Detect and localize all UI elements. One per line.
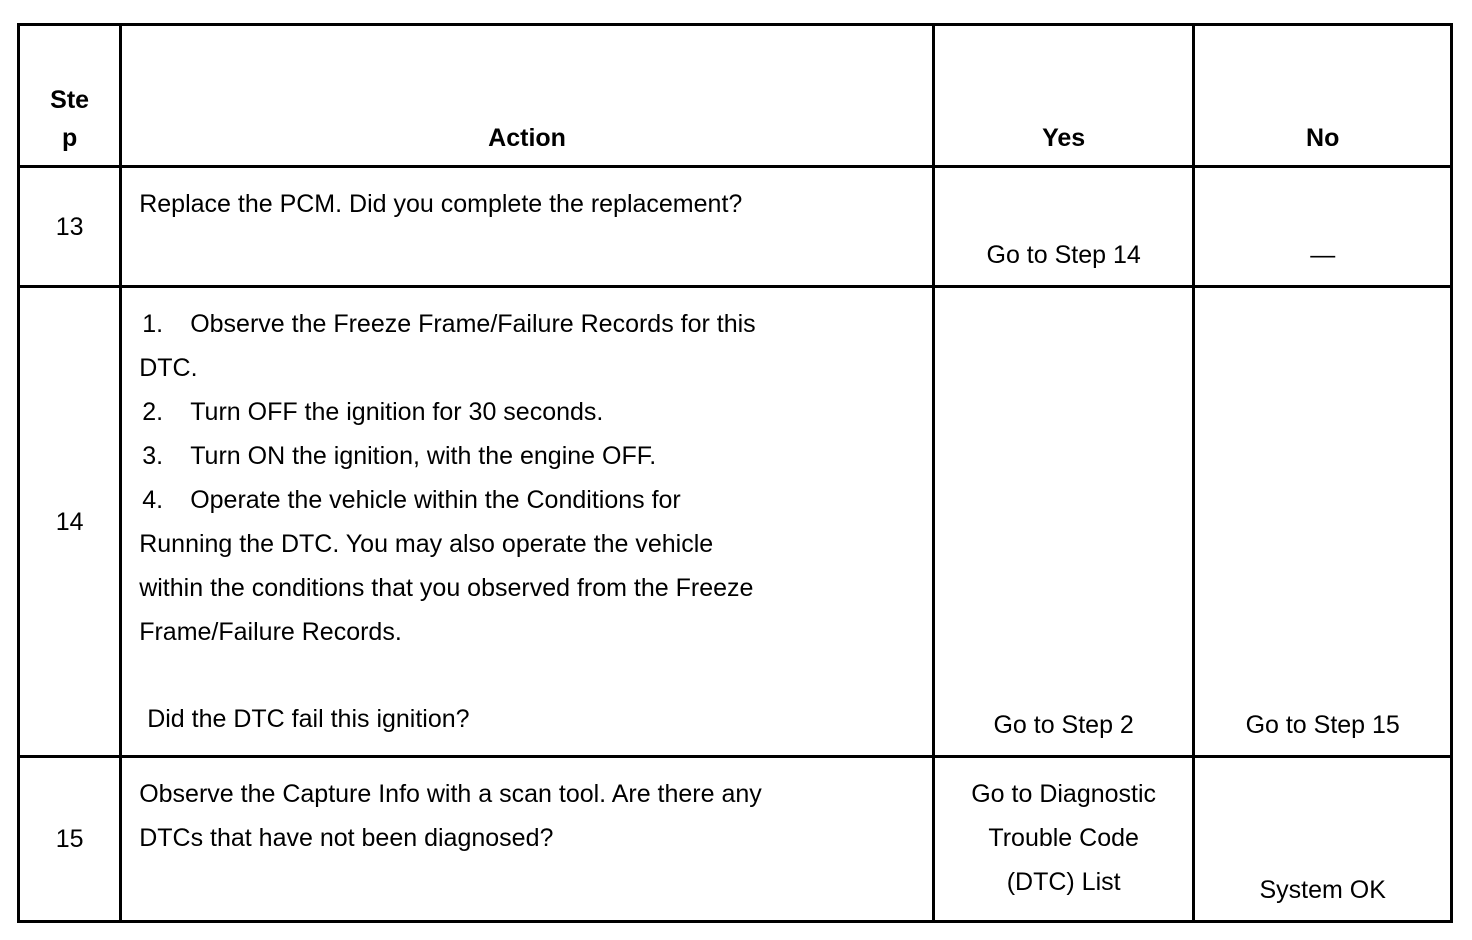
list-text: Turn ON the ignition, with the engine OFF. — [190, 442, 657, 470]
table-row — [19, 757, 1452, 922]
list-number: 3. — [142, 442, 164, 470]
no-cell: — — [1194, 167, 1452, 287]
action-line — [139, 302, 924, 346]
table-row — [19, 167, 1452, 287]
list-number: 2. — [142, 398, 164, 426]
action-line: DTCs that have not been diagnosed? — [139, 824, 554, 852]
yes-cell: Go to Step 2 — [933, 287, 1194, 757]
step-number: 14 — [19, 287, 121, 757]
action-question: Did the DTC fail this ignition? — [147, 705, 470, 733]
action-line — [139, 390, 924, 434]
action-cell — [121, 167, 934, 287]
action-header: Action — [121, 25, 934, 167]
no-header: No — [1194, 25, 1452, 167]
action-text: Replace the PCM. Did you complete the replacement? — [139, 190, 743, 218]
table-row — [19, 287, 1452, 757]
yes-line: Trouble Code — [988, 824, 1139, 852]
action-line — [139, 610, 924, 654]
step-number: 15 — [19, 757, 121, 922]
list-text: Running the DTC. You may also operate the vehicle — [139, 530, 714, 558]
list-number: 4. — [142, 486, 164, 514]
no-cell: System OK — [1194, 757, 1452, 922]
no-cell: Go to Step 15 — [1194, 287, 1452, 757]
action-line: Observe the Capture Info with a scan tool. Are there any — [139, 780, 762, 808]
table-header-row — [19, 25, 1452, 167]
list-text: Turn OFF the ignition for 30 seconds. — [190, 398, 604, 426]
action-cell — [121, 287, 934, 757]
list-text: Frame/Failure Records. — [139, 618, 402, 646]
list-text: DTC. — [139, 354, 198, 382]
yes-cell: Go to Step 14 — [933, 167, 1194, 287]
action-line — [139, 478, 924, 522]
list-text: Operate the vehicle within the Conditions for — [190, 486, 681, 514]
action-cell — [121, 757, 934, 922]
yes-line: Go to Diagnostic — [971, 780, 1157, 808]
yes-line: (DTC) List — [1006, 868, 1121, 896]
action-line — [139, 434, 924, 478]
list-number: 1. — [142, 310, 164, 338]
list-text: within the conditions that you observed from the Freeze — [139, 574, 754, 602]
step-number: 13 — [19, 167, 121, 287]
yes-header: Yes — [933, 25, 1194, 167]
action-line — [139, 346, 924, 390]
diagnostic-table — [17, 23, 1453, 923]
yes-cell — [933, 757, 1194, 922]
list-text: Observe the Freeze Frame/Failure Records for this — [190, 310, 756, 338]
action-line — [139, 566, 924, 610]
step-header: Step — [19, 25, 121, 167]
action-line — [139, 522, 924, 566]
